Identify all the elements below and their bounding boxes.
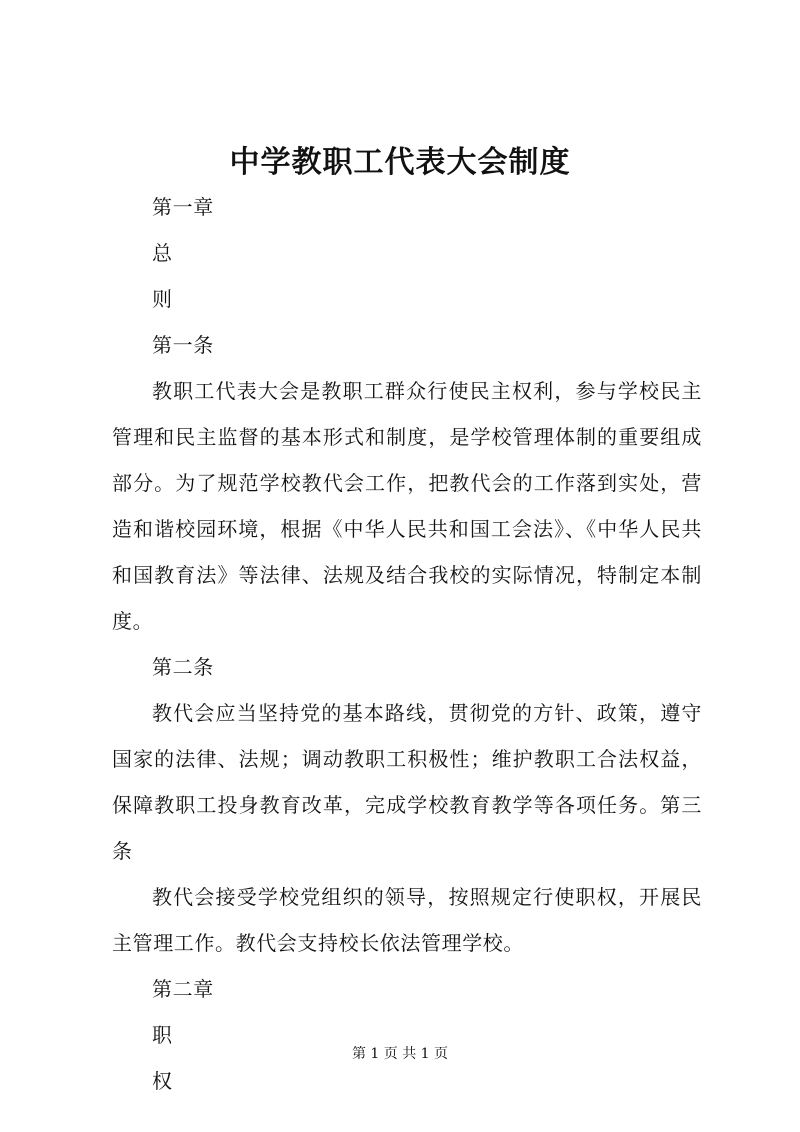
document-title: 中学教职工代表大会制度 xyxy=(229,145,571,180)
document-body xyxy=(112,184,702,1104)
article-one-label: 第一条 xyxy=(152,333,214,357)
chapter-two-title-char-2: 权 xyxy=(152,1069,173,1093)
article-one-text: 教职工代表大会是教职工群众行使民主权利，参与学校民主管理和民主监督的基本形式和制度，是学校管理体制的重要组成部分。为了规范学校教代会工作，把教代会的工作落到实处，营造和谐校园环境，根据《中华人民共和国工会法》、《中华人民共和国教育法》等法律、法规及结合我校的实际情况，特制定本制度。 xyxy=(112,379,702,633)
chapter-two-title-char-1: 职 xyxy=(152,1023,173,1047)
article-three-text: 教代会接受学校党组织的领导，按照规定行使职权，开展民主管理工作。教代会支持校长依法管理学校。 xyxy=(112,885,702,955)
page-footer: 第 1 页 共 1 页 xyxy=(351,1046,449,1062)
chapter-one-heading: 第一章 xyxy=(152,195,214,219)
chapter-one-title-char-2: 则 xyxy=(152,287,173,311)
chapter-two-heading: 第二章 xyxy=(152,977,214,1001)
article-two-label: 第二条 xyxy=(152,655,214,679)
article-two-text: 教代会应当坚持党的基本路线，贯彻党的方针、政策，遵守国家的法律、法规；调动教职工积极性；维护教职工合法权益，保障教职工投身教育改革，完成学校教育教学等各项任务。第三条 xyxy=(112,701,702,863)
chapter-one-title-char-1: 总 xyxy=(152,241,173,265)
